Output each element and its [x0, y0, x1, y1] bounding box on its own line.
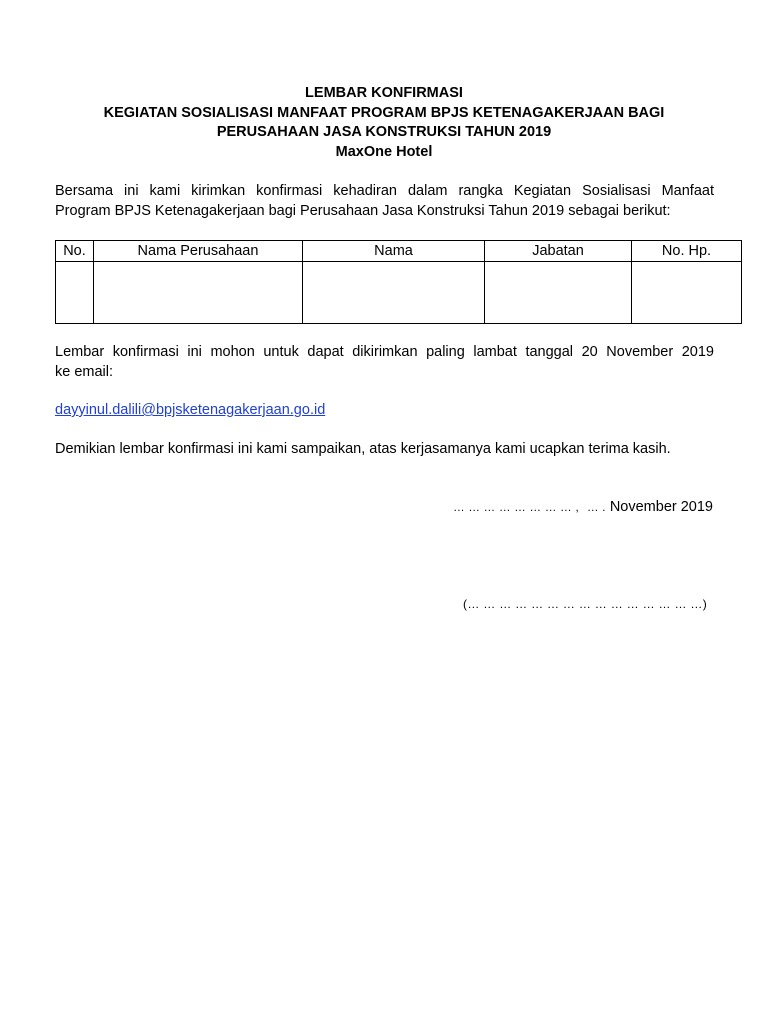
- document-heading: [56, 84, 712, 162]
- intro-line-1: Bersama ini kami kirimkan konfirmasi kehadiran dalam rangka Kegiatan Sosialisasi Manfaat: [55, 183, 714, 199]
- cell-no[interactable]: [56, 262, 94, 324]
- deadline-paragraph: [55, 342, 714, 382]
- cell-phone[interactable]: [632, 262, 742, 324]
- table-header-row: [56, 241, 742, 262]
- cell-position[interactable]: [485, 262, 632, 324]
- confirmation-table: [55, 240, 742, 324]
- cell-name[interactable]: [303, 262, 485, 324]
- column-header-position: Jabatan: [485, 241, 632, 262]
- cell-company[interactable]: [94, 262, 303, 324]
- heading-venue: MaxOne Hotel: [335, 143, 433, 160]
- deadline-line-2: ke email:: [55, 364, 114, 380]
- closing-paragraph: Demikian lembar konfirmasi ini kami sampaikan, atas kerjasamanya kami ucapkan terima kasih.: [55, 441, 671, 457]
- intro-line-2: Program BPJS Ketenagakerjaan bagi Perusahaan Jasa Konstruksi Tahun 2019 sebagai berikut:: [55, 203, 671, 219]
- column-header-name: Nama: [303, 241, 485, 262]
- column-header-no: No.: [56, 241, 94, 262]
- column-header-company: Nama Perusahaan: [94, 241, 303, 262]
- heading-event-line: KEGIATAN SOSIALISASI MANFAAT PROGRAM BPJS KETENAGAKERJAAN BAGI: [103, 104, 665, 121]
- column-header-phone: No. Hp.: [632, 241, 742, 262]
- day-blank: … .: [587, 502, 606, 514]
- place-date-line: [453, 497, 713, 518]
- email-link[interactable]: dayyinul.dalili@bpjsketenagakerjaan.go.id: [55, 402, 326, 418]
- heading-event-line-2: PERUSAHAAN JASA KONSTRUKSI TAHUN 2019: [216, 124, 552, 140]
- place-blank: … … … … … … … … ,: [453, 502, 579, 514]
- month-year: November 2019: [609, 499, 713, 515]
- deadline-line-1: Lembar konfirmasi ini mohon untuk dapat dikirimkan paling lambat tanggal 20 November 2019: [55, 344, 714, 360]
- intro-paragraph: [55, 181, 714, 221]
- heading-title: LEMBAR KONFIRMASI: [305, 85, 463, 101]
- signature-blank: (… … … … … … … … … … … … … … …): [463, 597, 707, 611]
- table-row: [56, 262, 742, 324]
